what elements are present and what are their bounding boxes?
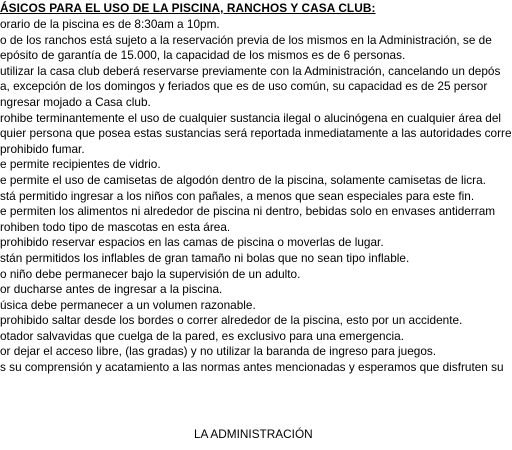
rule-line: s su comprensión y acatamiento a las normas antes mencionadas y esperamos que disfruten su [0,360,504,375]
rule-line: ngresar mojado a Casa club. [0,94,151,109]
rule-line: or ducharse antes de ingresar a la piscina. [0,282,223,297]
rule-line: o de los ranchos está sujeto a la reservación previa de los mismos en la Administración, se de [0,32,492,47]
rule-line: a, excepción de los domingos y feriados que es de uso común, su capacidad es de 25 persor [0,79,488,94]
rule-line: stá permitido ingresar a los niños con pañales, a menos que sean especiales para este fin. [0,188,475,203]
rule-line: e permiten los alimentos ni alrededor de piscina ni dentro, bebidas solo en envases antiderram [0,204,496,219]
rule-line: rohiben todo tipo de mascotas en esta área. [0,219,231,234]
rule-line: prohibido saltar desde los bordes o correr alrededor de la piscina, esto por un accidente. [0,313,463,328]
rule-line: rohibe terminantemente el uso de cualquier sustancia ilegal o alucinógena en cualquier área del [0,110,502,125]
signature: LA ADMINISTRACIÓN [194,427,313,441]
rule-line: prohibido reservar espacios en las camas de piscina o moverlas de lugar. [0,235,384,250]
notice-title: ÁSICOS PARA EL USO DE LA PISCINA, RANCHOS Y CASA CLUB: [0,1,376,15]
rule-line: úsica debe permanecer a un volumen razonable. [0,297,256,312]
rule-line: or dejar el acceso libre, (las gradas) y no utilizar la baranda de ingreso para juegos. [0,344,437,359]
rule-line: e permite recipientes de vidrio. [0,157,161,172]
rule-line: quier persona que posea estas sustancias será reportada inmediatamente a las autoridades corre [0,126,512,141]
rule-line: utilizar la casa club deberá reservarse previamente con la Administración, cancelando un depós [0,63,501,78]
rule-line: e permite el uso de camisetas de algodón dentro de la piscina, solamente camisetas de licra. [0,172,486,187]
rule-line: orario de la piscina es de 8:30am a 10pm. [0,17,220,31]
rule-line: epósito de garantía de 15.000, la capacidad de los mismos es de 6 personas. [0,48,406,63]
rule-line: prohibido fumar. [0,141,85,156]
rules-list [0,17,512,376]
rule-line: o niño debe permanecer bajo la supervisión de un adulto. [0,266,301,281]
rule-line: otador salvavidas que cuelga de la pared, es exclusivo para una emergencia. [0,328,404,343]
rule-line: stán permitidos los inflables de gran tamaño ni bolas que no sean tipo inflable. [0,250,410,265]
